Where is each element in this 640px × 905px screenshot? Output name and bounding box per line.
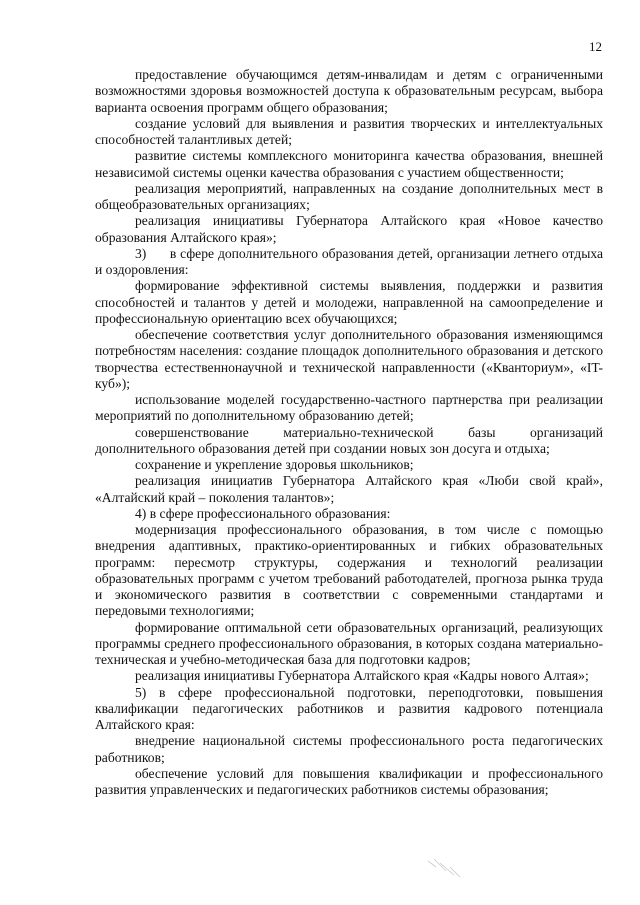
paragraph: реализация инициативы Губернатора Алтайского края «Новое качество образования Алтайского края»; xyxy=(95,213,603,245)
paragraph: обеспечение соответствия услуг дополнительного образования изменяющимся потребностям населения: создание площадок дополнительного образования и детского творчества естественнонаучной и технической направленности («Кванториум», «IT-куб»); xyxy=(95,327,603,391)
paragraph: реализация инициатив Губернатора Алтайского края «Люби свой край», «Алтайский край – поколения талантов»; xyxy=(95,473,603,505)
paragraph: реализация инициативы Губернатора Алтайского края «Кадры нового Алтая»; xyxy=(135,668,589,684)
document-body xyxy=(95,67,607,798)
paragraph: реализация мероприятий, направленных на создание дополнительных мест в общеобразовательных организациях; xyxy=(95,180,603,212)
paragraph: создание условий для выявления и развития творческих и интеллектуальных способностей талантливых детей; xyxy=(95,115,603,147)
page-number: 12 xyxy=(589,39,602,54)
paragraph: обеспечение условий для повышения квалификации и профессионального развития управленческих и педагогических работников системы образования; xyxy=(95,765,603,797)
paragraph: предоставление обучающимся детям-инвалидам и детям с ограниченными возможностями здоровья возможностей доступа к образовательным ресурсам, выбора варианта освоения программ общего образования; xyxy=(95,67,603,115)
scan-marks xyxy=(420,855,480,885)
paragraph: использование моделей государственно-частного партнерства при реализации мероприятий по дополнительному образованию детей; xyxy=(95,392,603,424)
paragraph: формирование эффективной системы выявления, поддержки и развития способностей и талантов у детей и молодежи, направленной на самоопределение и профессиональную ориентацию всех обучающихся; xyxy=(95,278,603,326)
section-heading: 3) в сфере дополнительного образования детей, организации летнего отдыха и оздоровления: xyxy=(95,245,607,277)
section-heading: 4) в сфере профессионального образования: xyxy=(135,505,391,521)
paragraph: сохранение и укрепление здоровья школьников; xyxy=(135,457,414,472)
section-heading: 5) в сфере профессиональной подготовки, переподготовки, повышения квалификации педагогических работников и развития кадрового потенциала Алтайского края: xyxy=(95,684,603,732)
paragraph: развитие системы комплексного мониторинга качества образования, внешней независимой системы оценки качества образования с участием общественности; xyxy=(95,148,603,180)
paragraph: модернизация профессионального образования, в том числе с помощью внедрения адаптивных, практико-ориентированных и гибких образовательных программ: пересмотр структуры, содержания и технологий реализации образовательных программ с учетом требований работодателей, прогноза рынка труда и экономического развития в соответствии с современными стандартами и передовыми технологиями; xyxy=(95,522,603,619)
paragraph: формирование оптимальной сети образовательных организаций, реализующих программы среднего профессионального образования, в которых создана материально-техническая и учебно-методическая база для подготовки кадров; xyxy=(95,619,603,667)
paragraph: совершенствование материально-технической базы организаций дополнительного образования детей при создании новых зон досуга и отдыха; xyxy=(95,424,603,456)
paragraph: внедрение национальной системы профессионального роста педагогических работников; xyxy=(95,733,603,765)
